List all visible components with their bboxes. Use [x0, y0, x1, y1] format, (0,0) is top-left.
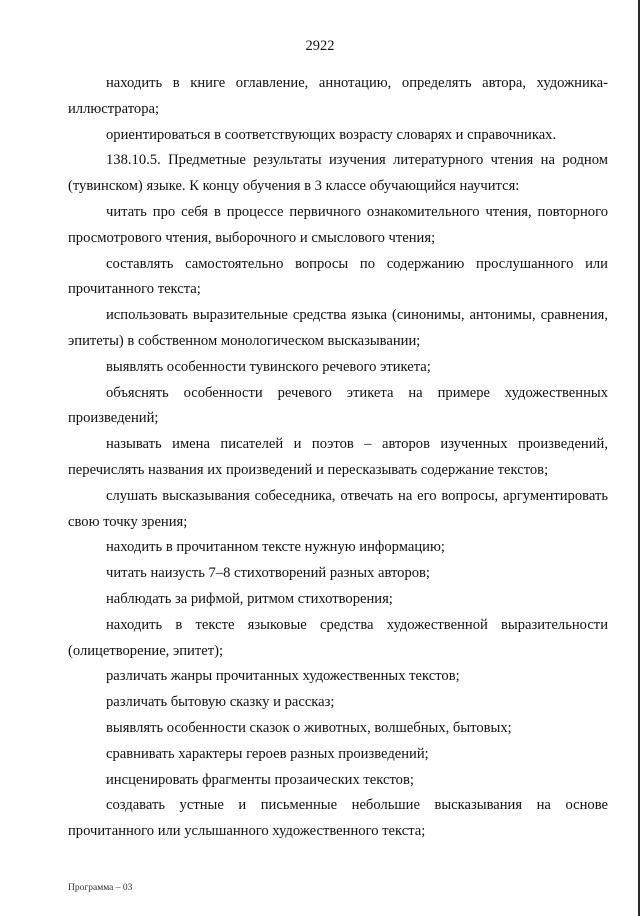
paragraph: слушать высказывания собеседника, отвечать на его вопросы, аргументировать свою точку зрения;: [68, 487, 608, 530]
paragraph: находить в прочитанном тексте нужную информацию;: [106, 539, 445, 556]
paragraph: использовать выразительные средства языка (синонимы, антонимы, сравнения, эпитеты) в собственном монологическом высказывании;: [68, 307, 608, 349]
paragraph: выявлять особенности сказок о животных, волшебных, бытовых;: [106, 719, 512, 736]
paragraph: различать жанры прочитанных художественных текстов;: [106, 668, 460, 685]
paragraph: находить в книге оглавление, аннотацию, определять автора, художника-иллюстратора;: [68, 75, 608, 117]
page-number: 2922: [305, 38, 335, 54]
paragraph: 138.10.5. Предметные результаты изучения литературного чтения на родном (тувинском) языке. К концу обучения в 3 классе обучающийся научится:: [68, 152, 608, 195]
paragraph: называть имена писателей и поэтов – авторов изученных произведений, перечислять названия их произведений и пересказывать содержание текстов;: [68, 436, 608, 478]
paragraph: создавать устные и письменные небольшие высказывания на основе прочитанного или услышанного художественного текста;: [68, 797, 608, 840]
paragraph: составлять самостоятельно вопросы по содержанию прослушанного или прочитанного текста;: [68, 255, 608, 298]
document-body: [68, 71, 608, 845]
paragraph: читать наизусть 7–8 стихотворений разных авторов;: [106, 565, 430, 582]
paragraph: ориентироваться в соответствующих возрасту словарях и справочниках.: [106, 126, 557, 143]
paragraph: наблюдать за рифмой, ритмом стихотворения;: [106, 590, 393, 607]
paragraph: читать про себя в процессе первичного ознакомительного чтения, повторного просмотрового чтения, выборочного и смыслового чтения;: [68, 203, 608, 246]
paragraph: сравнивать характеры героев разных произведений;: [106, 745, 429, 762]
paragraph: находить в тексте языковые средства художественной выразительности (олицетворение, эпитет);: [68, 616, 608, 659]
paragraph: инсценировать фрагменты прозаических текстов;: [106, 771, 414, 788]
paragraph: объяснять особенности речевого этикета на примере художественных произведений;: [68, 384, 608, 427]
paragraph: выявлять особенности тувинского речевого этикета;: [106, 358, 431, 375]
page-footer: Программа – 03: [68, 883, 133, 893]
paragraph: различать бытовую сказку и рассказ;: [106, 694, 335, 711]
